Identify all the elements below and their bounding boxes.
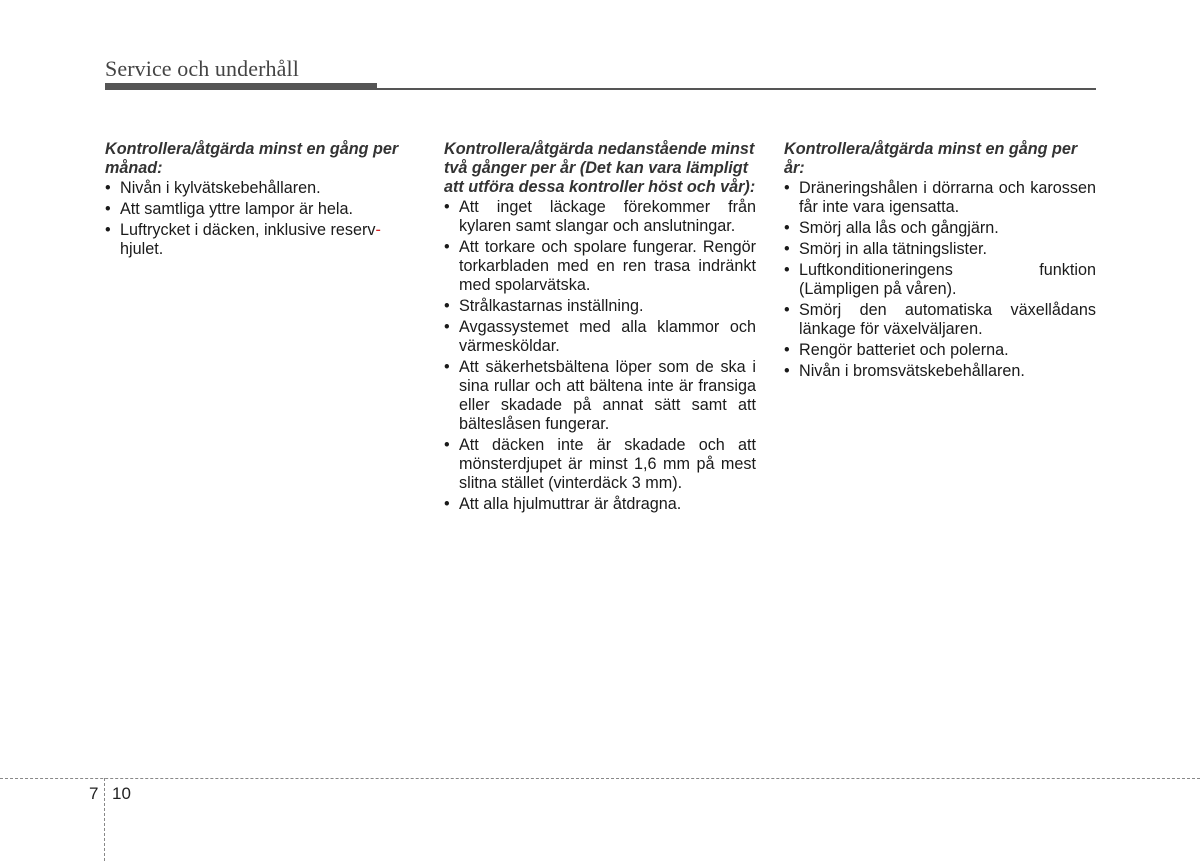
list-item: • Att däcken inte är skadade och att mönsterdjupet är minst 1,6 mm på mest slitna stället (vinterdäck 3 mm). — [444, 436, 756, 493]
red-hyphen: - — [375, 221, 381, 239]
list-item: • Att torkare och spolare fungerar. Rengör torkarbladen med en ren trasa indränkt med spolarvätska. — [444, 238, 756, 295]
list-item-text: hjulet. — [120, 240, 164, 258]
list-item: • Att säkerhetsbältena löper som de ska i sina rullar och att bältena inte är fransiga eller skadade på annat sätt samt att bälteslåsen fungerar. — [444, 358, 756, 434]
page-title: Service och underhåll — [105, 56, 299, 81]
column-biannual — [444, 140, 756, 516]
list-item: • Att inget läckage förekommer från kylaren samt slangar och anslutningar. — [444, 198, 756, 236]
list-item: • Smörj in alla tätningslister. — [784, 240, 1096, 259]
list-item: • Att samtliga yttre lampor är hela. — [105, 200, 417, 219]
list-item: • Nivån i bromsvätskebehållaren. — [784, 362, 1096, 381]
list-item: • Rengör batteriet och polerna. — [784, 341, 1096, 360]
list-item — [105, 221, 417, 259]
column-monthly — [105, 140, 417, 261]
chapter-number: 7 — [89, 784, 99, 803]
list-item: • Nivån i kylvätskebehållaren. — [105, 179, 417, 198]
footer-vertical-divider — [104, 778, 105, 861]
column-heading: Kontrollera/åtgärda minst en gång per år: — [784, 140, 1078, 177]
list-item: • Smörj alla lås och gångjärn. — [784, 219, 1096, 238]
list-item: • Dräneringshålen i dörrarna och karossen får inte vara igensatta. — [784, 179, 1096, 217]
list-item: • Smörj den automatiska växellådans länkage för växelväljaren. — [784, 301, 1096, 339]
list-item-text: Luftrycket i däcken, inklusive reserv — [120, 221, 376, 239]
column-heading: Kontrollera/åtgärda nedanstående minst två gånger per år (Det kan vara lämpligt att utföra dessa kontroller höst och vår): — [444, 140, 756, 196]
checklist — [105, 179, 417, 259]
list-item: • Avgassystemet med alla klammor och värmesköldar. — [444, 318, 756, 356]
list-item: • Luftkonditioneringens funktion (Lämpligen på våren). — [784, 261, 1096, 299]
page-number: 10 — [112, 784, 131, 803]
footer-divider — [0, 778, 1200, 779]
header-rule — [105, 88, 1096, 90]
list-item: • Att alla hjulmuttrar är åtdragna. — [444, 495, 756, 514]
checklist — [784, 179, 1096, 381]
column-heading: Kontrollera/åtgärda minst en gång per månad: — [105, 140, 399, 177]
column-yearly — [784, 140, 1096, 383]
list-item: • Strålkastarnas inställning. — [444, 297, 756, 316]
checklist — [444, 198, 756, 514]
